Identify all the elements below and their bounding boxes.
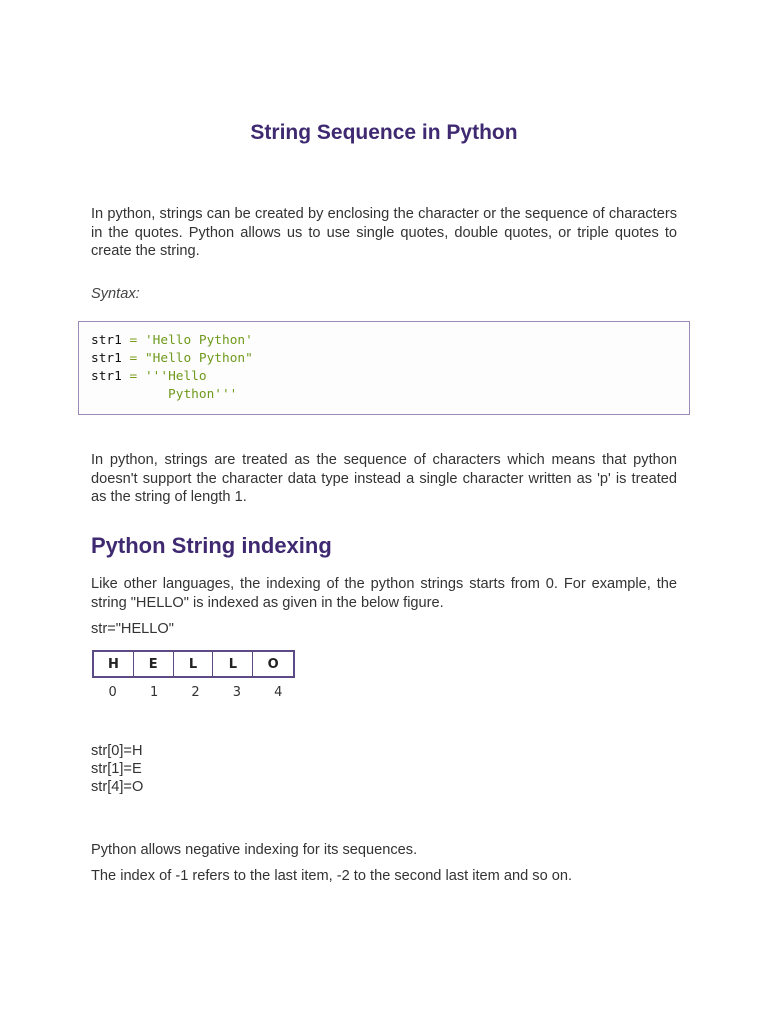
indexing-paragraph: Like other languages, the indexing of the python strings starts from 0. For example, the string "HELLO" is indexed as given in the below figure. xyxy=(91,576,677,611)
code-line xyxy=(91,333,253,348)
code-string: "Hello Python" xyxy=(144,351,253,366)
example-line: str[1]=E xyxy=(91,761,142,777)
page-title: String Sequence in Python xyxy=(250,121,518,144)
index-label: 3 xyxy=(232,685,241,700)
section-heading: Python String indexing xyxy=(91,533,332,558)
code-string: '''Hello xyxy=(144,369,207,384)
code-line xyxy=(91,369,207,384)
char-cell: H xyxy=(94,652,134,676)
index-label: 4 xyxy=(274,685,283,700)
index-label: 1 xyxy=(149,685,159,700)
example-line: str[4]=O xyxy=(91,779,144,795)
char-cell: E xyxy=(134,652,174,676)
char-cell: L xyxy=(174,652,214,676)
indexing-figure xyxy=(92,650,299,700)
code-line xyxy=(91,387,237,402)
negative-indexing-detail: The index of -1 refers to the last item, -2 to the second last item and so on. xyxy=(91,868,573,884)
index-row xyxy=(92,685,299,700)
code-var: str1 xyxy=(91,351,122,366)
index-label: 0 xyxy=(108,685,117,700)
index-label: 2 xyxy=(191,685,200,700)
code-operator: = xyxy=(121,369,145,384)
char-cell: O xyxy=(267,656,279,672)
code-block xyxy=(78,321,690,415)
char-cell: L xyxy=(213,652,253,676)
code-string: Python''' xyxy=(91,387,238,402)
intro-paragraph: In python, strings can be created by enclosing the character or the sequence of characters in the quotes. Python allows us to use single quotes, double quotes, or triple quotes to create the string. xyxy=(91,206,677,259)
example-line: str[0]=H xyxy=(91,743,143,759)
code-var: str1 xyxy=(91,333,122,348)
code-operator: = xyxy=(121,333,145,348)
code-operator: = xyxy=(121,351,145,366)
code-line xyxy=(91,351,253,366)
code-var: str1 xyxy=(91,369,122,384)
syntax-label: Syntax: xyxy=(91,286,140,302)
negative-indexing-intro: Python allows negative indexing for its sequences. xyxy=(91,842,418,858)
character-cells xyxy=(92,650,295,678)
string-assignment: str="HELLO" xyxy=(91,621,174,637)
code-string: 'Hello Python' xyxy=(144,333,253,348)
sequence-paragraph: In python, strings are treated as the sequence of characters which means that python doesn't support the character data type instead a single character written as 'p' is treated as the string of length 1. xyxy=(91,452,677,505)
